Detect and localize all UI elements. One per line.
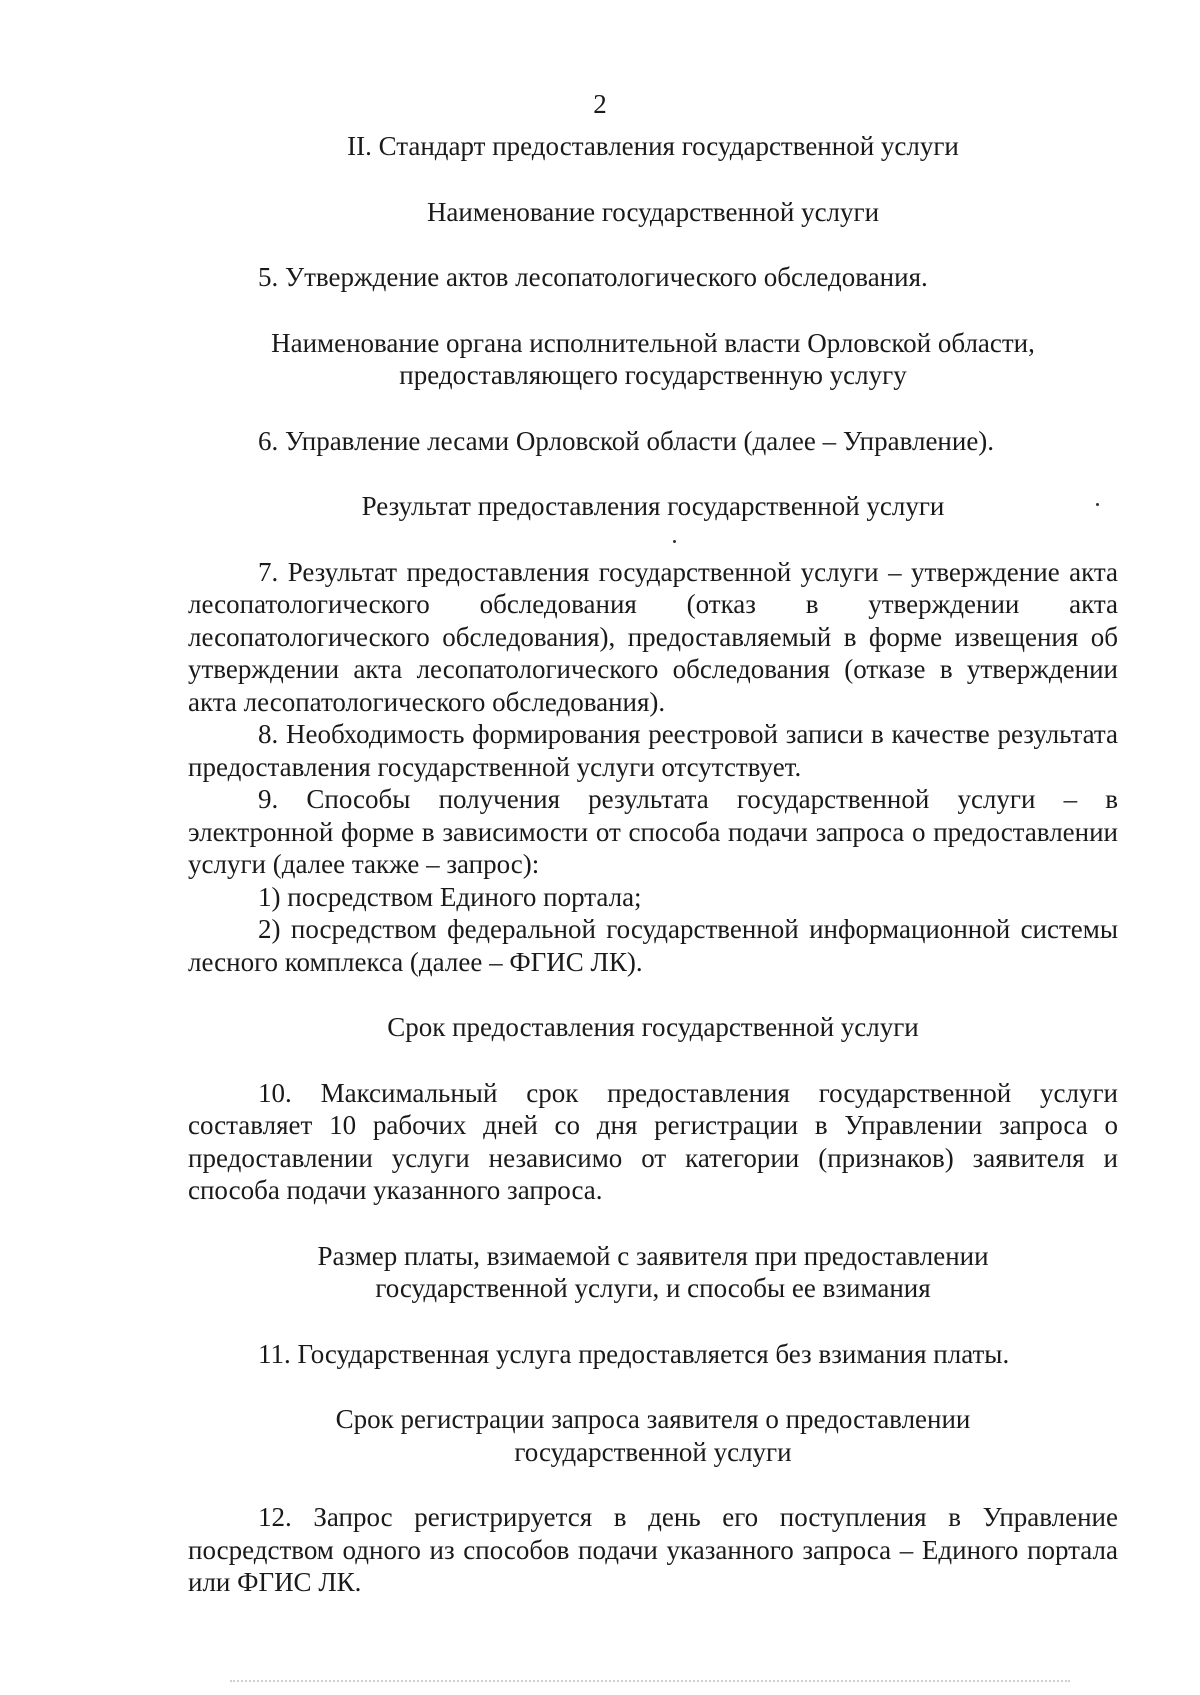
paragraph-9-item-1: 1) посредством Единого портала;	[258, 881, 642, 912]
scan-speck	[673, 540, 676, 543]
paragraph-12: 12. Запрос регистрируется в день его поступления в Управление посредством одного из способов подачи указанного запроса – Единого портала или ФГИС ЛК.	[188, 1502, 1118, 1597]
heading-fee-line1: Размер платы, взимаемой с заявителя при предоставлении	[317, 1240, 989, 1271]
paragraph-7: 7. Результат предоставления государственной услуги – утверждение акта лесопатологического обследования (отказ в утверждении акта лесопатологического обследования), предоставляемый в форме извещения об утверждении акта лесопатологического обследования (отказе в утверждении акта лесопатологического обследования).	[188, 556, 1118, 717]
document-body	[188, 130, 1118, 1599]
heading-authority-line1: Наименование органа исполнительной власти Орловской области,	[271, 327, 1035, 358]
page-number: 2	[593, 89, 607, 119]
heading-term: Срок предоставления государственной услуги	[387, 1012, 919, 1042]
paragraph-11: 11. Государственная услуга предоставляется без взимания платы.	[258, 1338, 1010, 1369]
paragraph-9-item-2: 2) посредством федеральной государственной информационной системы лесного комплекса (далее – ФГИС ЛК).	[188, 914, 1118, 977]
section-title: II. Стандарт предоставления государственной услуги	[347, 131, 959, 161]
heading-registration-line2: государственной услуги	[514, 1436, 792, 1467]
heading-service-name: Наименование государственной услуги	[426, 196, 880, 227]
scan-artifact-line	[230, 1680, 1070, 1684]
heading-authority-line2: предоставляющего государственную услугу	[399, 360, 907, 390]
paragraph-10: 10. Максимальный срок предоставления государственной услуги составляет 10 рабочих дней со дня регистрации в Управлении запроса о предоставлении услуги независимо от категории (признаков) заявителя и способа подачи указанного запроса.	[188, 1077, 1118, 1205]
paragraph-8: 8. Необходимость формирования реестровой записи в качестве результата предоставления государственной услуги отсутствует.	[188, 719, 1118, 782]
heading-registration-line1: Срок регистрации запроса заявителя о предоставлении	[335, 1404, 971, 1434]
paragraph-9: 9. Способы получения результата государственной услуги – в электронной форме в зависимости от способа подачи запроса о предоставлении услуги (далее также – запрос):	[188, 784, 1118, 879]
heading-fee-line2: государственной услуги, и способы ее взимания	[375, 1273, 931, 1303]
scan-speck	[1096, 503, 1099, 506]
heading-result: Результат предоставления государственной услуги	[361, 491, 945, 521]
paragraph-6: 6. Управление лесами Орловской области (далее – Управление).	[258, 425, 995, 456]
paragraph-5: 5. Утверждение актов лесопатологического обследования.	[258, 262, 928, 292]
